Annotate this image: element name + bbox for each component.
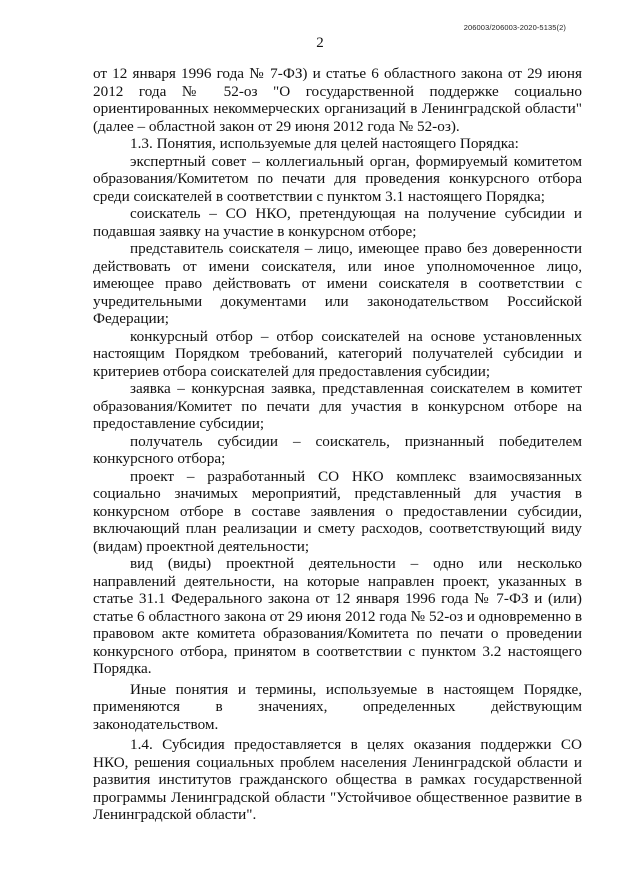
paragraph-law-reference: от 12 января 1996 года № 7-ФЗ) и статье 6 областного закона от 29 июня 2012 года № 52-оз "О государственной поддержке социально ориентированных некоммерческих организаций в Ленинградской области" (далее – областной закон от 29 июня 2012 года № 52-оз).	[93, 65, 582, 135]
paragraph-project: проект – разработанный СО НКО комплекс взаимосвязанных социально значимых мероприятий, представленный для участия в конкурсном отборе в составе заявления о предоставлении субсидии, включающий план реализации и смету расходов, соответствующий виду (видам) проектной деятельности;	[93, 467, 582, 555]
page-number: 2	[316, 35, 324, 51]
paragraph-applicant-representative: представитель соискателя – лицо, имеющее право без доверенности действовать от имени соискателя, или иное уполномоченное лицо, имеющее право действовать от имени соискателя в соответствии с учредительными документами или законодательством Российской Федерации;	[93, 240, 582, 327]
paragraph-subsidy-recipient: получатель субсидии – соискатель, признанный победителем конкурсного отбора;	[93, 432, 582, 467]
paragraph-competitive-selection: конкурсный отбор – отбор соискателей на основе установленных настоящим Порядком требований, категорий получателей субсидии и критериев отбора соискателей для предоставления субсидии;	[93, 327, 582, 380]
paragraph-expert-council: экспертный совет – коллегиальный орган, формируемый комитетом образования/Комитетом по печати для проведения конкурсного отбора среди соискателей в соответствии с пунктом 3.1 настоящего Порядка;	[93, 152, 582, 205]
paragraph-project-activity-types: вид (виды) проектной деятельности – одно или несколько направлений деятельности, на которые направлен проект, указанных в статье 31.1 Федерального закона от 12 января 1996 года № 7-ФЗ и (или) статье 6 областного закона от 29 июня 2012 года № 52-оз и одновременно в правовом акте комитета образования/Комитета по печати о проведении конкурсного отбора, принятом в соответствии с пунктом 3.2 настоящего Порядка.	[93, 555, 582, 677]
paragraph-1-3-heading: 1.3. Понятия, используемые для целей настоящего Порядка:	[130, 135, 519, 152]
paragraph-1-4-subsidy-purpose: 1.4. Субсидия предоставляется в целях оказания поддержки СО НКО, решения социальных проблем населения Ленинградской области и развития институтов гражданского общества в рамках государственной программы Ленинградской области "Устойчивое общественное развитие в Ленинградской области".	[93, 736, 582, 823]
document-body	[93, 65, 582, 824]
paragraph-application: заявка – конкурсная заявка, представленная соискателем в комитет образования/Комитет по печати для участия в конкурсном отборе на предоставление субсидии;	[93, 380, 582, 432]
paragraph-applicant: соискатель – СО НКО, претендующая на получение субсидии и подавшая заявку на участие в конкурсном отборе;	[93, 205, 582, 240]
paragraph-other-terms: Иные понятия и термины, используемые в настоящем Порядке, применяются в значениях, определенных действующим законодательством.	[93, 680, 582, 733]
document-code: 206003/206003-2020-5135(2)	[463, 23, 566, 32]
